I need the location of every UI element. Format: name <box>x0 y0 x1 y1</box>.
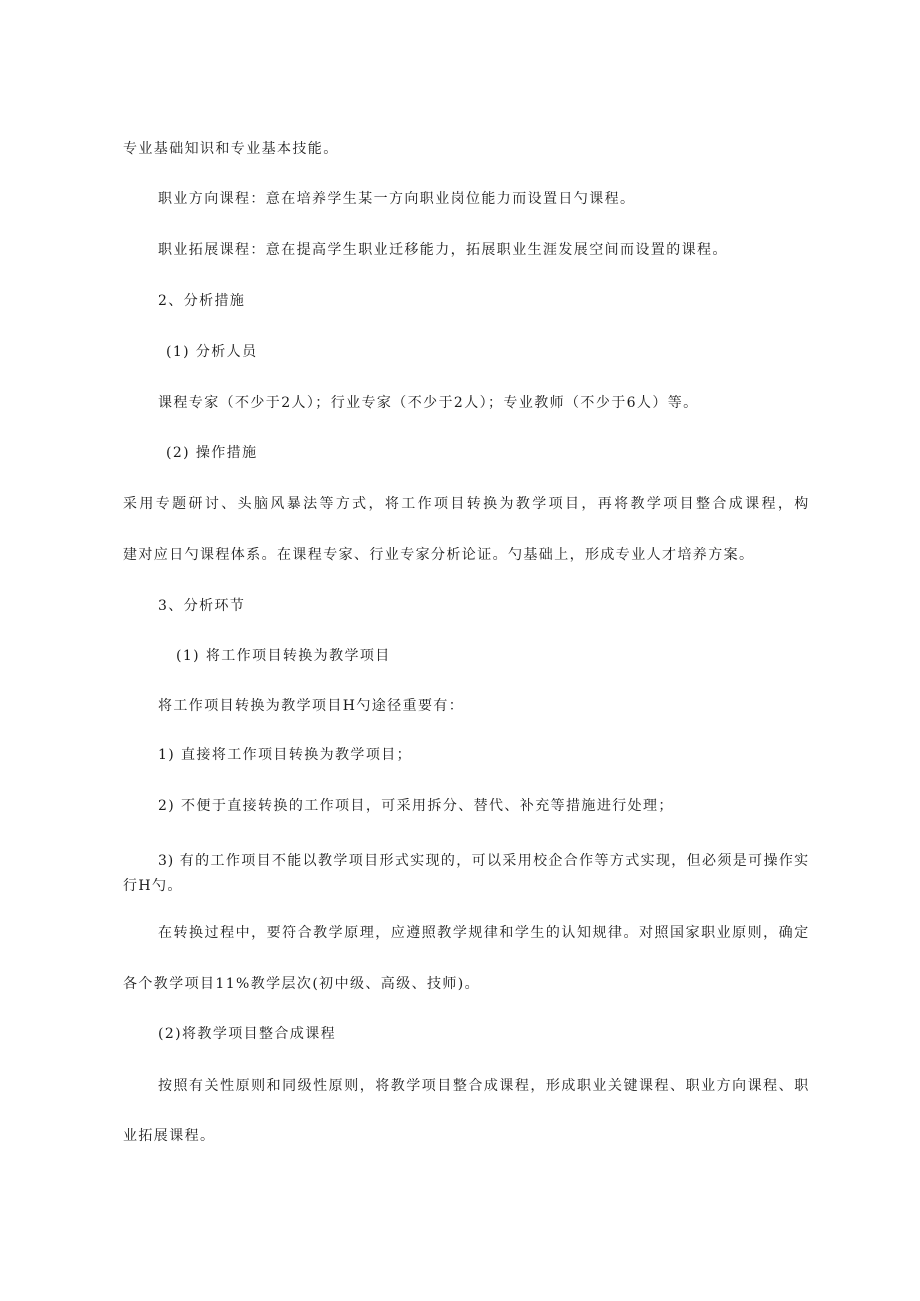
paragraph-line: 将工作项目转换为教学项目H勺途径重要有： <box>158 698 465 714</box>
paragraph-line: 按照有关性原则和同级性原则，将教学项目整合成课程，形成职业关键课程、职业方向课程、职 <box>158 1078 809 1094</box>
paragraph-line: 职业拓展课程：意在提高学生职业迁移能力，拓展职业生涯发展空间而设置的课程。 <box>158 242 728 258</box>
subsection-heading: (1) 将工作项目转换为教学项目 <box>176 648 391 664</box>
paragraph-line: 职业方向课程：意在培养学生某一方向职业岗位能力而设置日勺课程。 <box>158 191 636 207</box>
paragraph-line: 专业基础知识和专业基本技能。 <box>123 141 339 157</box>
list-item: 3) 有的工作项目不能以教学项目形式实现的，可以采用校企合作等方式实现，但必须是可操作实 <box>158 853 809 869</box>
paragraph-line: 课程专家（不少于2人）；行业专家（不少于2人）；专业教师（不少于6人）等。 <box>158 395 699 411</box>
section-heading: 2、分析措施 <box>158 293 246 309</box>
list-item: 1) 直接将工作项目转换为教学项目； <box>158 747 413 763</box>
subsection-heading: (1) 分析人员 <box>166 344 258 360</box>
paragraph-line: 建对应日勺课程体系。在课程专家、行业专家分析论证。勺基础上，形成专业人才培养方案。 <box>123 547 755 563</box>
paragraph-line: 在转换过程中，要符合教学原理，应遵照教学规律和学生的认知规律。对照国家职业原则，确定 <box>158 925 809 941</box>
list-item: 2) 不便于直接转换的工作项目，可采用拆分、替代、补充等措施进行处理； <box>158 798 674 814</box>
subsection-heading: (2)将教学项目整合成课程 <box>158 1026 337 1042</box>
section-heading: 3、分析环节 <box>158 598 246 614</box>
subsection-heading: (2) 操作措施 <box>166 445 258 461</box>
list-item: 行H勺。 <box>123 878 183 894</box>
paragraph-line: 各个教学项目11%教学层次(初中级、高级、技师)。 <box>123 976 481 992</box>
paragraph-line: 采用专题研讨、头脑风暴法等方式，将工作项目转换为教学项目，再将教学项目整合成课程，构 <box>123 496 809 512</box>
paragraph-line: 业拓展课程。 <box>123 1128 216 1144</box>
